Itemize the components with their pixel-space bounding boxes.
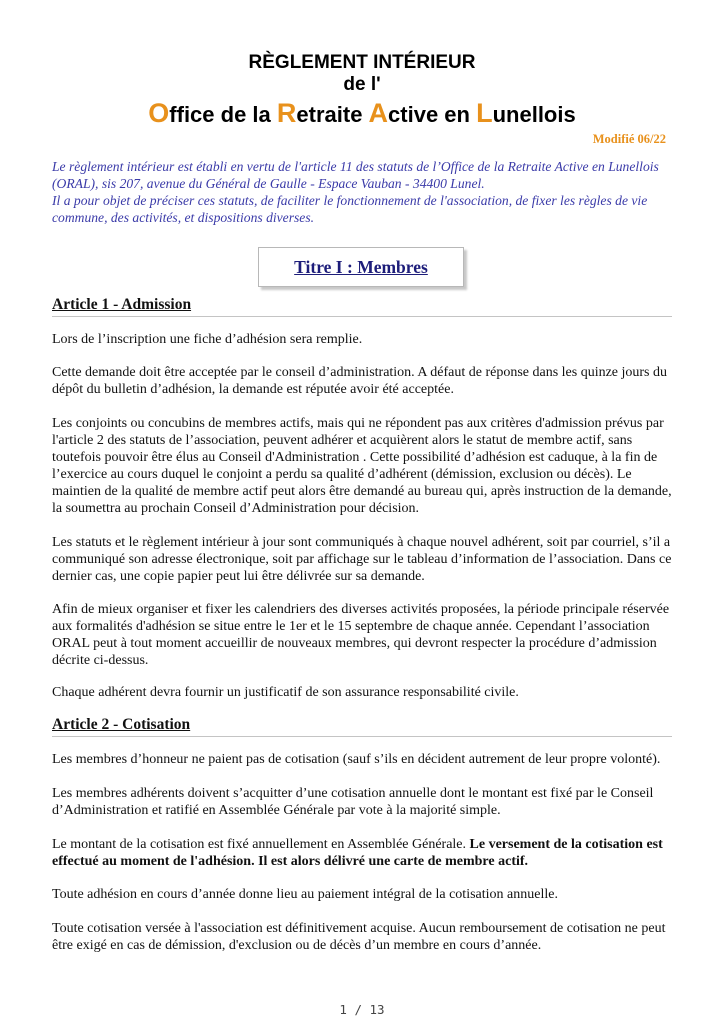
org-word-retraite: etraite — [296, 102, 369, 127]
org-word-lunellois: unellois — [492, 102, 576, 127]
modified-date: Modifié 06/22 — [592, 132, 666, 146]
article-1-paragraph: Lors de l’inscription une fiche d’adhésion sera remplie. — [52, 332, 363, 347]
document-title-line2: de l' — [343, 74, 381, 95]
intro-paragraph-1: Le règlement intérieur est établi en vertu de l'article 11 des statuts de l’Office de la Retraite Active en Lunellois (ORAL), sis 207, avenue du Général de Gaulle - Espace Vauban - 34400 Lunel. — [52, 159, 659, 191]
section-title: Titre I : Membres — [294, 256, 428, 277]
org-word-active: ctive en — [388, 102, 477, 127]
org-word-office: ffice de la — [169, 102, 277, 127]
cotisation-text: Le montant de la cotisation est fixé annuellement en Assemblée Générale. — [52, 837, 470, 852]
org-initial-a: A — [368, 98, 389, 128]
cotisation-emphasis: Le versement de la cotisation est effectué au moment de l'adhésion. Il est alors délivré une carte de membre actif. — [52, 837, 663, 869]
heading-underline — [52, 316, 672, 317]
heading-underline — [52, 736, 672, 737]
article-2-paragraph: Toute cotisation versée à l'association est définitivement acquise. Aucun remboursement de cotisation ne peut être exigé en cas de démission, d'exclusion ou de décès d’un membre en cours d’année. — [52, 921, 666, 953]
article-2-paragraph: Les membres d’honneur ne paient pas de cotisation (sauf s’ils en décident autrement de leur propre volonté). — [52, 752, 661, 767]
page-number: 1 / 13 — [339, 1002, 385, 1017]
section-title-box — [258, 247, 464, 287]
article-2-paragraph: Les membres adhérents doivent s’acquitter d’une cotisation annuelle dont le montant est fixé par le Conseil d’Administration et ratifié en Assemblée Générale par vote à la majorité simple. — [52, 786, 654, 818]
article-2-paragraph: Toute adhésion en cours d’année donne lieu au paiement intégral de la cotisation annuelle. — [52, 887, 558, 902]
organization-name — [0, 98, 724, 129]
article-2-title: Article 2 - Cotisation — [52, 716, 191, 733]
article-1-paragraph: Chaque adhérent devra fournir un justificatif de son assurance responsabilité civile. — [52, 685, 519, 700]
org-initial-r: R — [276, 98, 297, 128]
article-1-title: Article 1 - Admission — [52, 296, 192, 313]
document-title: RÈGLEMENT INTÉRIEUR — [248, 52, 476, 73]
article-1-paragraph: Les statuts et le règlement intérieur à jour sont communiqués à chaque nouvel adhérent, soit par courriel, s’il a communiqué son adresse électronique, soit par affichage sur le tableau d’information de l’association. Dans ce dernier cas, une copie papier peut lui être délivrée sur sa demande. — [52, 535, 672, 584]
article-1-paragraph: Afin de mieux organiser et fixer les calendriers des diverses activités proposées, la période principale réservée aux formalités d'adhésion se situe entre le 1er et le 15 septembre de chaque année. Cependant l’association ORAL peut à tout moment accueillir de nouveaux membres, qui devront respecter la procédure d’admission décrite ci-dessus. — [52, 602, 670, 668]
article-1-heading — [52, 296, 672, 314]
org-initial-o: O — [148, 98, 170, 128]
article-1-paragraph: Cette demande doit être acceptée par le conseil d’administration. A défaut de réponse dans les quinze jours du dépôt du bulletin d’adhésion, la demande est réputée avoir été acceptée. — [52, 365, 668, 397]
article-2-heading — [52, 716, 672, 734]
org-initial-l: L — [476, 98, 493, 128]
article-1-paragraph: Les conjoints ou concubins de membres actifs, mais qui ne répondent pas aux critères d'admission prévus par l'article 2 des statuts de l’association, peuvent adhérer et acquièrent alors le statut de membre actif, sans toutefois pouvoir être élus au Conseil d'Administration . Cette possibilité d’adhésion est caduque, à la fin de l’exercice au cours duquel le conjoint a perdu sa qualité d’adhérent (démission, exclusion ou décès). Le maintien de la qualité de membre actif peut alors être demandé au bureau qui, après instruction de la demande, la soumettra au prochain Conseil d’Administration pour décision. — [52, 416, 672, 516]
article-2-paragraph — [52, 836, 672, 870]
intro-paragraph-2: Il a pour objet de préciser ces statuts, de faciliter le fonctionnement de l'association, de fixer les règles de vie commune, des activités, et dispositions diverses. — [52, 193, 648, 225]
introduction — [52, 158, 678, 226]
